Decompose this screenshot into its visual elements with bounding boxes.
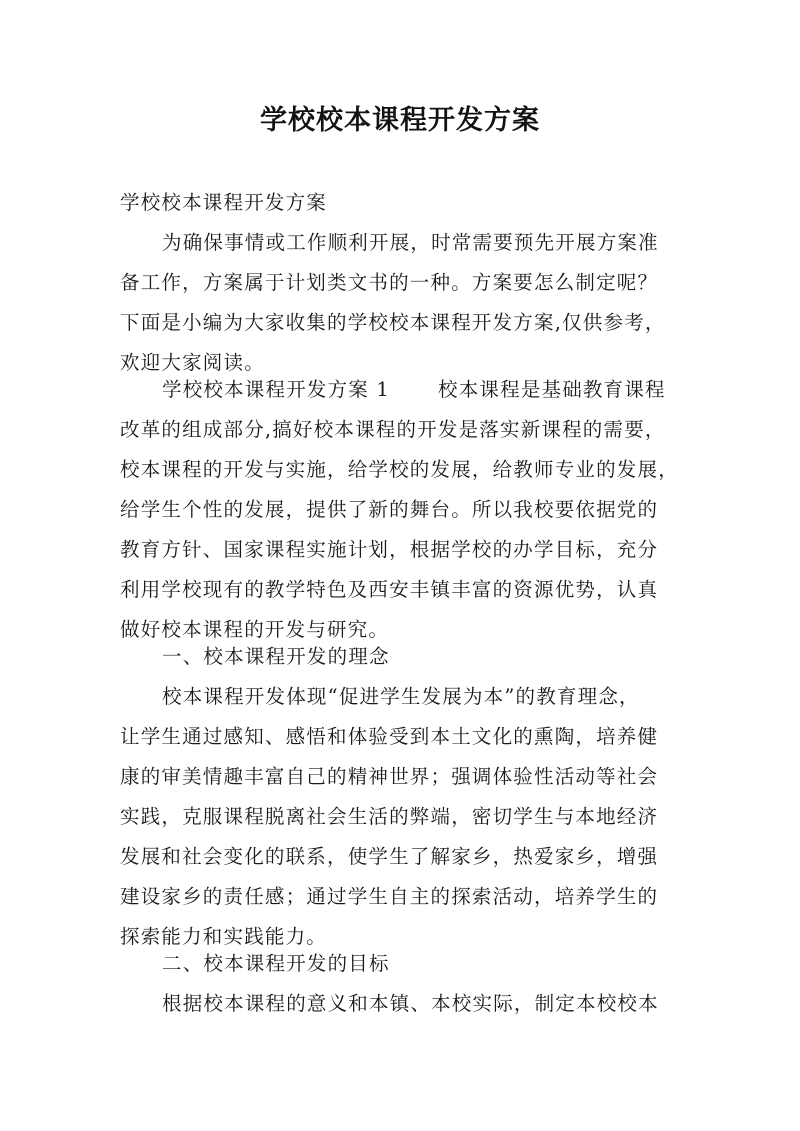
body-line: 探索能力和实践能力。 [120, 925, 328, 948]
body-line: 利用学校现有的教学特色及西安丰镇丰富的资源优势，认真 [120, 578, 659, 601]
section-heading: 二、校本课程开发的目标 [162, 952, 390, 975]
body-line: 建设家乡的责任感；通过学生自主的探索活动，培养学生的 [120, 885, 659, 908]
body-line: 为确保事情或工作顺利开展，时常需要预先开展方案准 [162, 231, 659, 254]
body-line: 改革的组成部分,搞好校本课程的开发是落实新课程的需要， [120, 418, 666, 441]
body-line: 根据校本课程的意义和本镇、本校实际，制定本校校本 [162, 992, 659, 1015]
document-title: 学校校本课程开发方案 [260, 105, 540, 136]
body-line: 学校校本课程开发方案 [120, 191, 328, 214]
body-line: 校本课程是基础教育课程 [438, 378, 666, 401]
body-line: 校本课程开发体现“促进学生发展为本”的教育理念， [162, 685, 640, 708]
body-line: 教育方针、国家课程实施计划，根据学校的办学目标，充分 [120, 538, 659, 561]
body-line: 备工作，方案属于计划类文书的一种。方案要怎么制定呢？ [120, 271, 659, 294]
section-heading-line [162, 370, 700, 410]
body-line: 做好校本课程的开发与研究。 [120, 618, 390, 641]
body-line: 康的审美情趣丰富自己的精神世界；强调体验性活动等社会 [120, 765, 659, 788]
body-line: 发展和社会变化的联系，使学生了解家乡，热爱家乡，增强 [120, 845, 659, 868]
body-line: 给学生个性的发展，提供了新的舞台。所以我校要依据党的 [120, 498, 659, 521]
body-line: 下面是小编为大家收集的学校校本课程开发方案,仅供参考， [120, 311, 666, 334]
section-heading: 学校校本课程开发方案 1 [162, 378, 391, 401]
body-line: 校本课程的开发与实施，给学校的发展，给教师专业的发展， [120, 458, 679, 481]
section-heading: 一、校本课程开发的理念 [162, 645, 390, 668]
body-line: 欢迎大家阅读。 [120, 351, 265, 374]
body-line: 实践，克服课程脱离社会生活的弊端，密切学生与本地经济 [120, 805, 659, 828]
body-line: 让学生通过感知、感悟和体验受到本土文化的熏陶，培养健 [120, 725, 659, 748]
